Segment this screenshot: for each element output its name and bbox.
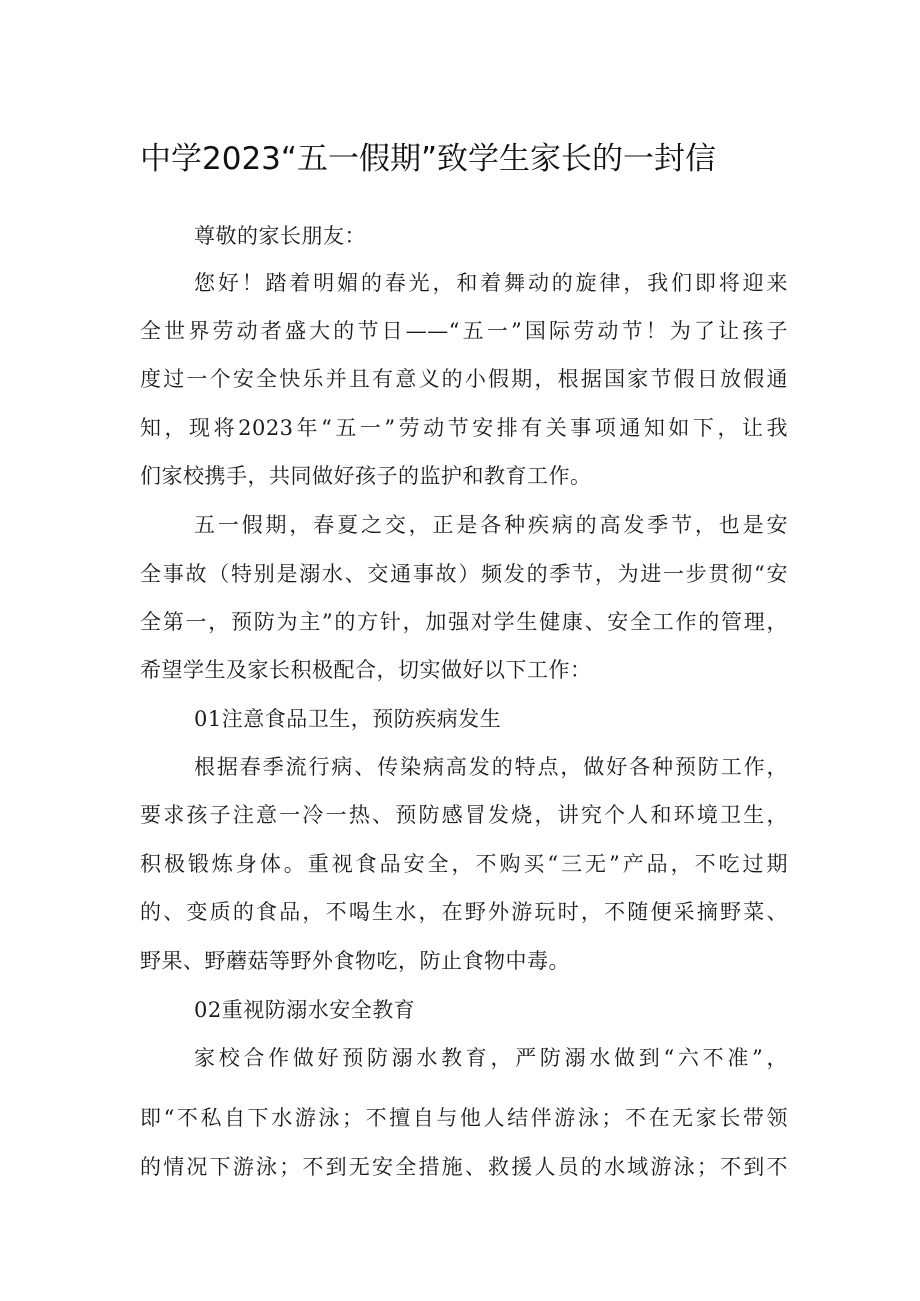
paragraph-line: 希望学生及家长积极配合，切实做好以下工作： xyxy=(140,658,592,682)
paragraph-line: 的、变质的食品，不喝生水，在野外游玩时，不随便采摘野菜、 xyxy=(140,900,788,924)
paragraph-line: 野果、野蘑菇等野外食物吃，防止食物中毒。 xyxy=(140,949,570,973)
paragraph-line: 全第一，预防为主”的方针，加强对学生健康、安全工作的管理， xyxy=(140,610,788,634)
document-title: 中学2023“五一假期”致学生家长的一封信 xyxy=(140,141,717,177)
salutation: 尊敬的家长朋友： xyxy=(194,224,366,248)
paragraph-line: 您好！踏着明媚的春光，和着舞动的旋律，我们即将迎来 xyxy=(194,271,788,295)
paragraph-line: 度过一个安全快乐并且有意义的小假期，根据国家节假日放假通 xyxy=(140,367,788,391)
paragraph-line: 全事故（特别是溺水、交通事故）频发的季节，为进一步贯彻“安 xyxy=(140,562,788,586)
section-heading-food-safety: 01注意食品卫生，预防疾病发生 xyxy=(194,707,502,731)
paragraph-line: 们家校携手，共同做好孩子的监护和教育工作。 xyxy=(140,464,592,488)
section-heading-drowning-prevention: 02重视防溺水安全教育 xyxy=(194,998,416,1022)
paragraph-line: 五一假期，春夏之交，正是各种疾病的高发季节，也是安 xyxy=(194,513,788,537)
paragraph-line: 积极锻炼身体。重视食品安全，不购买“三无”产品，不吃过期 xyxy=(140,852,788,876)
paragraph-line: 的情况下游泳；不到无安全措施、救援人员的水域游泳；不到不 xyxy=(140,1155,788,1179)
paragraph-line: 根据春季流行病、传染病高发的特点，做好各种预防工作， xyxy=(194,755,788,779)
paragraph-line: 家校合作做好预防溺水教育，严防溺水做到“六不准”， xyxy=(194,1046,788,1070)
paragraph-line: 知，现将2023年“五一”劳动节安排有关事项通知如下，让我 xyxy=(140,416,788,440)
paragraph-line: 全世界劳动者盛大的节日——“五一”国际劳动节！为了让孩子 xyxy=(140,319,788,343)
paragraph-line: 即“不私自下水游泳；不擅自与他人结伴游泳；不在无家长带领 xyxy=(140,1106,788,1130)
paragraph-line: 要求孩子注意一冷一热、预防感冒发烧，讲究个人和环境卫生， xyxy=(140,803,788,827)
